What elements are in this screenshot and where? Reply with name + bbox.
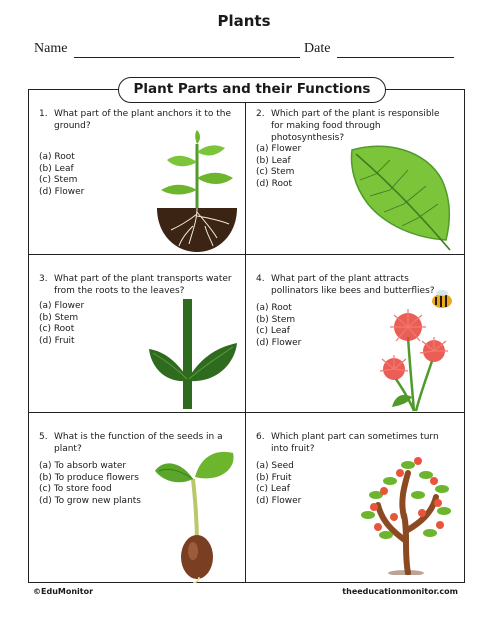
option[interactable]: (a) Root	[256, 303, 292, 313]
question-cell-4	[246, 255, 461, 415]
worksheet-title: Plants	[217, 12, 271, 30]
option[interactable]: (d) Flower	[256, 495, 302, 506]
footer-website: theeducationmonitor.com	[342, 587, 458, 596]
option[interactable]: (b) Stem	[39, 312, 79, 323]
option[interactable]: (c) Leaf	[256, 484, 290, 495]
options-list	[39, 461, 141, 507]
section-banner: Plant Parts and their Functions	[118, 77, 386, 103]
option[interactable]: (b) Stem	[256, 314, 296, 325]
question-cell-2	[246, 90, 461, 250]
option[interactable]: (a) To absorb water	[39, 461, 127, 471]
options-list	[39, 301, 84, 347]
leaf-icon	[346, 140, 456, 252]
options-list	[256, 144, 301, 190]
date-line[interactable]	[337, 57, 454, 58]
date-label: Date	[304, 41, 331, 56]
name-line[interactable]	[74, 57, 300, 58]
question-text: 2. Which part of the plant is responsible for making food through photosynthesis?	[256, 109, 440, 143]
options-list	[256, 461, 301, 507]
option[interactable]: (b) Leaf	[256, 155, 291, 166]
question-text: 6. Which plant part can sometimes turn into fruit?	[256, 432, 439, 454]
name-date-row	[34, 41, 454, 61]
option[interactable]: (b) To produce flowers	[39, 472, 139, 483]
option[interactable]: (c) Stem	[256, 167, 295, 178]
option[interactable]: (b) Leaf	[39, 163, 74, 174]
question-cell-5	[29, 413, 244, 573]
fruit-tree-icon	[356, 451, 456, 575]
option[interactable]: (d) To grow new plants	[39, 495, 141, 506]
plant-roots-icon	[153, 130, 241, 254]
question-text: 4. What part of the plant attracts pollinators like bees and butterflies?	[256, 274, 435, 296]
option[interactable]: (a) Flower	[39, 301, 85, 311]
question-grid	[28, 89, 465, 583]
seedling-icon	[153, 449, 243, 583]
option[interactable]: (a) Flower	[256, 144, 302, 154]
option[interactable]: (c) Leaf	[256, 326, 290, 337]
option[interactable]: (d) Root	[256, 178, 292, 189]
option[interactable]: (c) To store food	[39, 484, 112, 495]
question-text: 1. What part of the plant anchors it to the ground?	[39, 109, 231, 131]
option[interactable]: (a) Seed	[256, 461, 294, 471]
question-text: 5. What is the function of the seeds in a plant?	[39, 432, 223, 454]
flower-bee-icon	[378, 287, 462, 413]
options-list	[256, 303, 301, 349]
name-label: Name	[34, 41, 68, 56]
option[interactable]: (c) Root	[39, 324, 75, 335]
option[interactable]: (a) Root	[39, 152, 75, 162]
question-cell-3	[29, 255, 244, 415]
options-list	[39, 152, 84, 198]
footer-brand: ©EduMonitor	[33, 587, 94, 596]
stem-icon	[147, 299, 239, 411]
question-text: 3. What part of the plant transports water from the roots to the leaves?	[39, 274, 232, 296]
option[interactable]: (b) Fruit	[256, 472, 292, 483]
option[interactable]: (c) Stem	[39, 175, 78, 186]
option[interactable]: (d) Flower	[39, 186, 85, 197]
question-cell-1	[29, 90, 244, 250]
option[interactable]: (d) Fruit	[39, 335, 75, 346]
question-cell-6	[246, 413, 461, 573]
option[interactable]: (d) Flower	[256, 337, 302, 348]
